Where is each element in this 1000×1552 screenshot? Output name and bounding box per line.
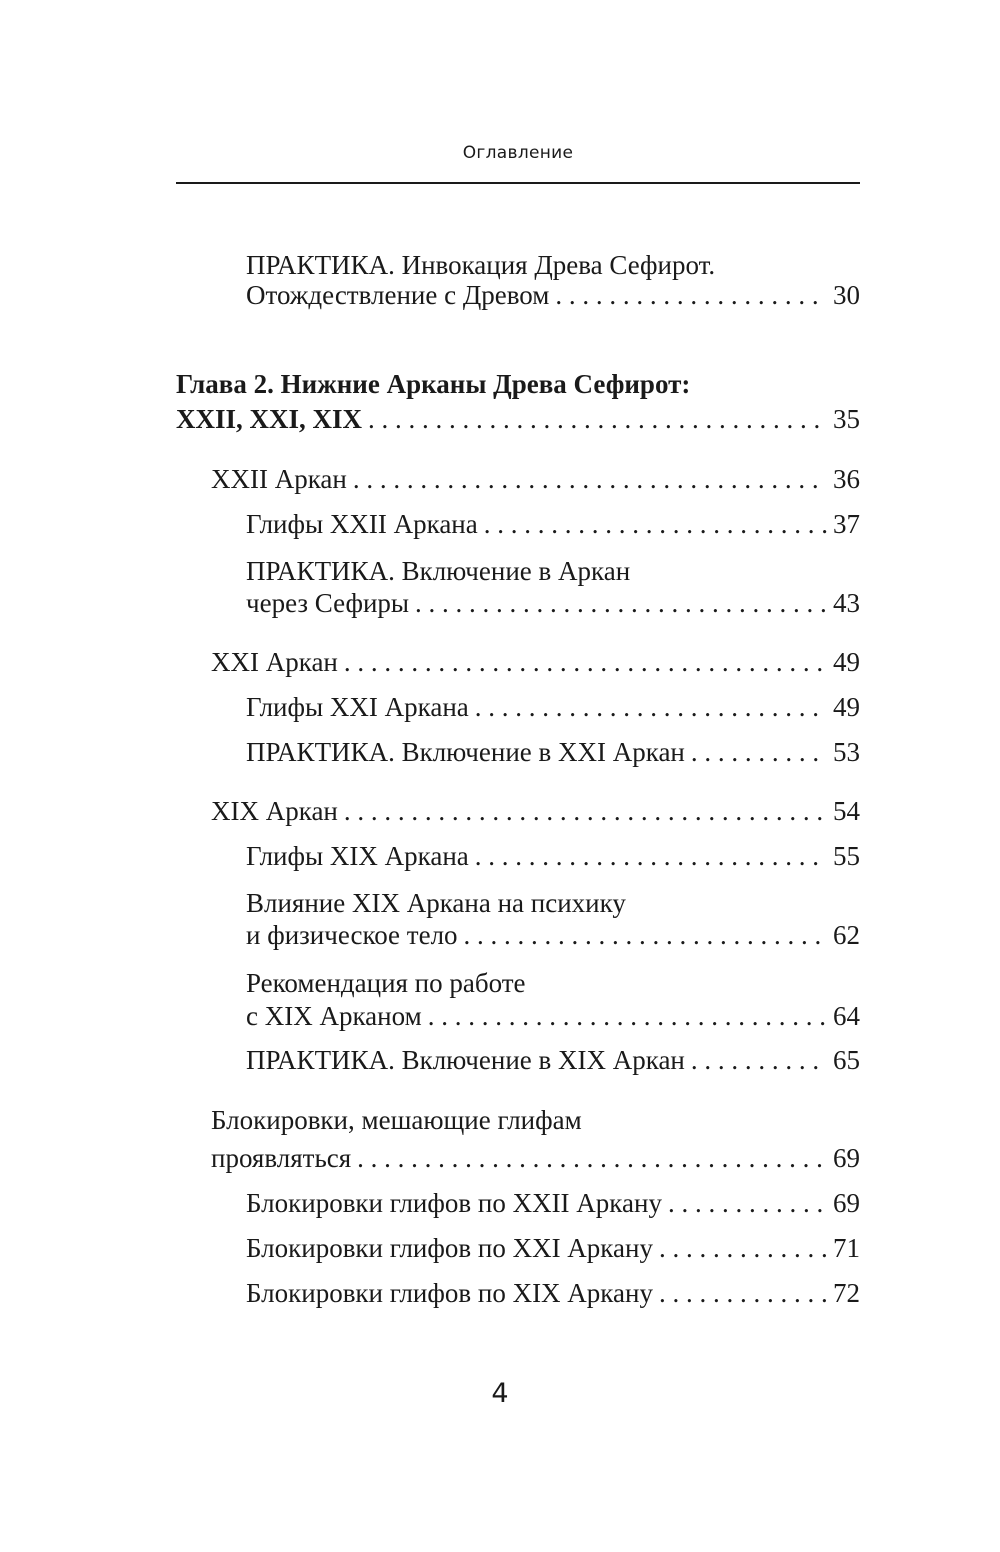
toc-entry-blockages[interactable] <box>211 1143 860 1179</box>
toc-entry-xxi-arcan[interactable] <box>211 647 860 683</box>
toc-page-number: 62 <box>833 920 860 950</box>
toc-entry-practice-xxi[interactable] <box>246 737 860 773</box>
toc-entry-text: XXII Аркан <box>211 464 347 494</box>
chapter-title: Глава 2. Нижние Арканы Древа Сефирот: <box>176 369 691 399</box>
toc-entry-text: проявляться <box>211 1143 352 1173</box>
toc-entry-text: Влияние XIX Аркана на психику <box>246 888 626 918</box>
toc-entry-practice-xix[interactable] <box>246 1045 860 1081</box>
toc-page-number: 64 <box>833 1001 860 1031</box>
toc-entry-blockages-xxii[interactable] <box>246 1188 860 1224</box>
toc-entry-xix-recommendation[interactable] <box>246 1001 860 1037</box>
toc-entry-text: с XIX Арканом <box>246 1001 422 1031</box>
toc-page-number: 71 <box>833 1233 860 1263</box>
leader-dots <box>368 404 827 435</box>
chapter-title: XXII, XXI, XIX <box>176 404 363 434</box>
toc-page-number: 69 <box>833 1188 860 1218</box>
page-number: 4 <box>491 1378 509 1409</box>
leader-dots <box>475 841 827 872</box>
leader-dots <box>691 1045 827 1076</box>
toc-page-number: 54 <box>833 796 860 826</box>
toc-entry-text: Отождествление с Древом <box>246 280 550 310</box>
toc-entry-text: ПРАКТИКА. Включение в XIX Аркан <box>246 1045 685 1075</box>
toc-page-number: 53 <box>833 737 860 767</box>
toc-entry-text: и физическое тело <box>246 920 458 950</box>
toc-entry-glyphs-xxii[interactable] <box>246 509 860 545</box>
toc-entry-text: ПРАКТИКА. Инвокация Древа Сефирот. <box>246 250 716 280</box>
toc-page-number: 69 <box>833 1143 860 1173</box>
leader-dots <box>344 796 827 827</box>
toc-entry-blockages-xix[interactable] <box>246 1278 860 1314</box>
toc-page-number: 49 <box>833 647 860 677</box>
toc-entry-line <box>246 556 860 592</box>
toc-entry-practice-invocation[interactable] <box>246 280 860 316</box>
toc-entry-text: Глифы XIX Аркана <box>246 841 469 871</box>
toc-page-number: 72 <box>833 1278 860 1308</box>
toc-entry-blockages-xxi[interactable] <box>246 1233 860 1269</box>
toc-entry-line <box>246 888 860 924</box>
toc-entry-line <box>211 1105 860 1141</box>
leader-dots <box>484 509 827 540</box>
toc-entry-glyphs-xxi[interactable] <box>246 692 860 728</box>
toc-entry-text: Глифы XXI Аркана <box>246 692 469 722</box>
leader-dots <box>691 737 827 768</box>
toc-entry-text: ПРАКТИКА. Включение в XXI Аркан <box>246 737 685 767</box>
toc-page-number: 37 <box>833 509 860 539</box>
toc-page-number: 30 <box>833 280 860 310</box>
toc-page-number: 35 <box>833 404 860 434</box>
toc-entry-xxii-arcan[interactable] <box>211 464 860 500</box>
toc-entry-xix-influence[interactable] <box>246 920 860 956</box>
leader-dots <box>464 920 827 951</box>
toc-entry-text: через Сефиры <box>246 588 410 618</box>
leader-dots <box>555 280 827 311</box>
leader-dots <box>415 588 827 619</box>
toc-entry-line <box>246 968 860 1004</box>
leader-dots <box>428 1001 827 1032</box>
toc-entry-text: XXI Аркан <box>211 647 338 677</box>
header-rule <box>176 182 860 184</box>
toc-entry-text: Блокировки глифов по XIX Аркану <box>246 1278 653 1308</box>
toc-entry-chapter-2[interactable] <box>176 404 860 440</box>
leader-dots <box>353 464 827 495</box>
toc-entry-practice-sephiroth[interactable] <box>246 588 860 624</box>
leader-dots <box>357 1143 827 1174</box>
toc-page-number: 49 <box>833 692 860 722</box>
toc-entry-text: Блокировки глифов по XXI Аркану <box>246 1233 653 1263</box>
toc-entry-text: Блокировки глифов по XXII Аркану <box>246 1188 662 1218</box>
toc-entry-text: Глифы XXII Аркана <box>246 509 478 539</box>
toc-entry-text: ПРАКТИКА. Включение в Аркан <box>246 556 631 586</box>
toc-entry-xix-arcan[interactable] <box>211 796 860 832</box>
toc-entry-line <box>176 369 860 405</box>
leader-dots <box>668 1188 827 1219</box>
toc-entry-text: Блокировки, мешающие глифам <box>211 1105 582 1135</box>
toc-page-number: 43 <box>833 588 860 618</box>
leader-dots <box>344 647 827 678</box>
toc-entry-text: XIX Аркан <box>211 796 338 826</box>
toc-page-number: 65 <box>833 1045 860 1075</box>
leader-dots <box>659 1278 827 1309</box>
leader-dots <box>659 1233 827 1264</box>
running-header: Оглавление <box>462 143 574 163</box>
toc-page-number: 36 <box>833 464 860 494</box>
leader-dots <box>475 692 827 723</box>
toc-entry-text: Рекомендация по работе <box>246 968 526 998</box>
toc-entry-glyphs-xix[interactable] <box>246 841 860 877</box>
toc-page-number: 55 <box>833 841 860 871</box>
